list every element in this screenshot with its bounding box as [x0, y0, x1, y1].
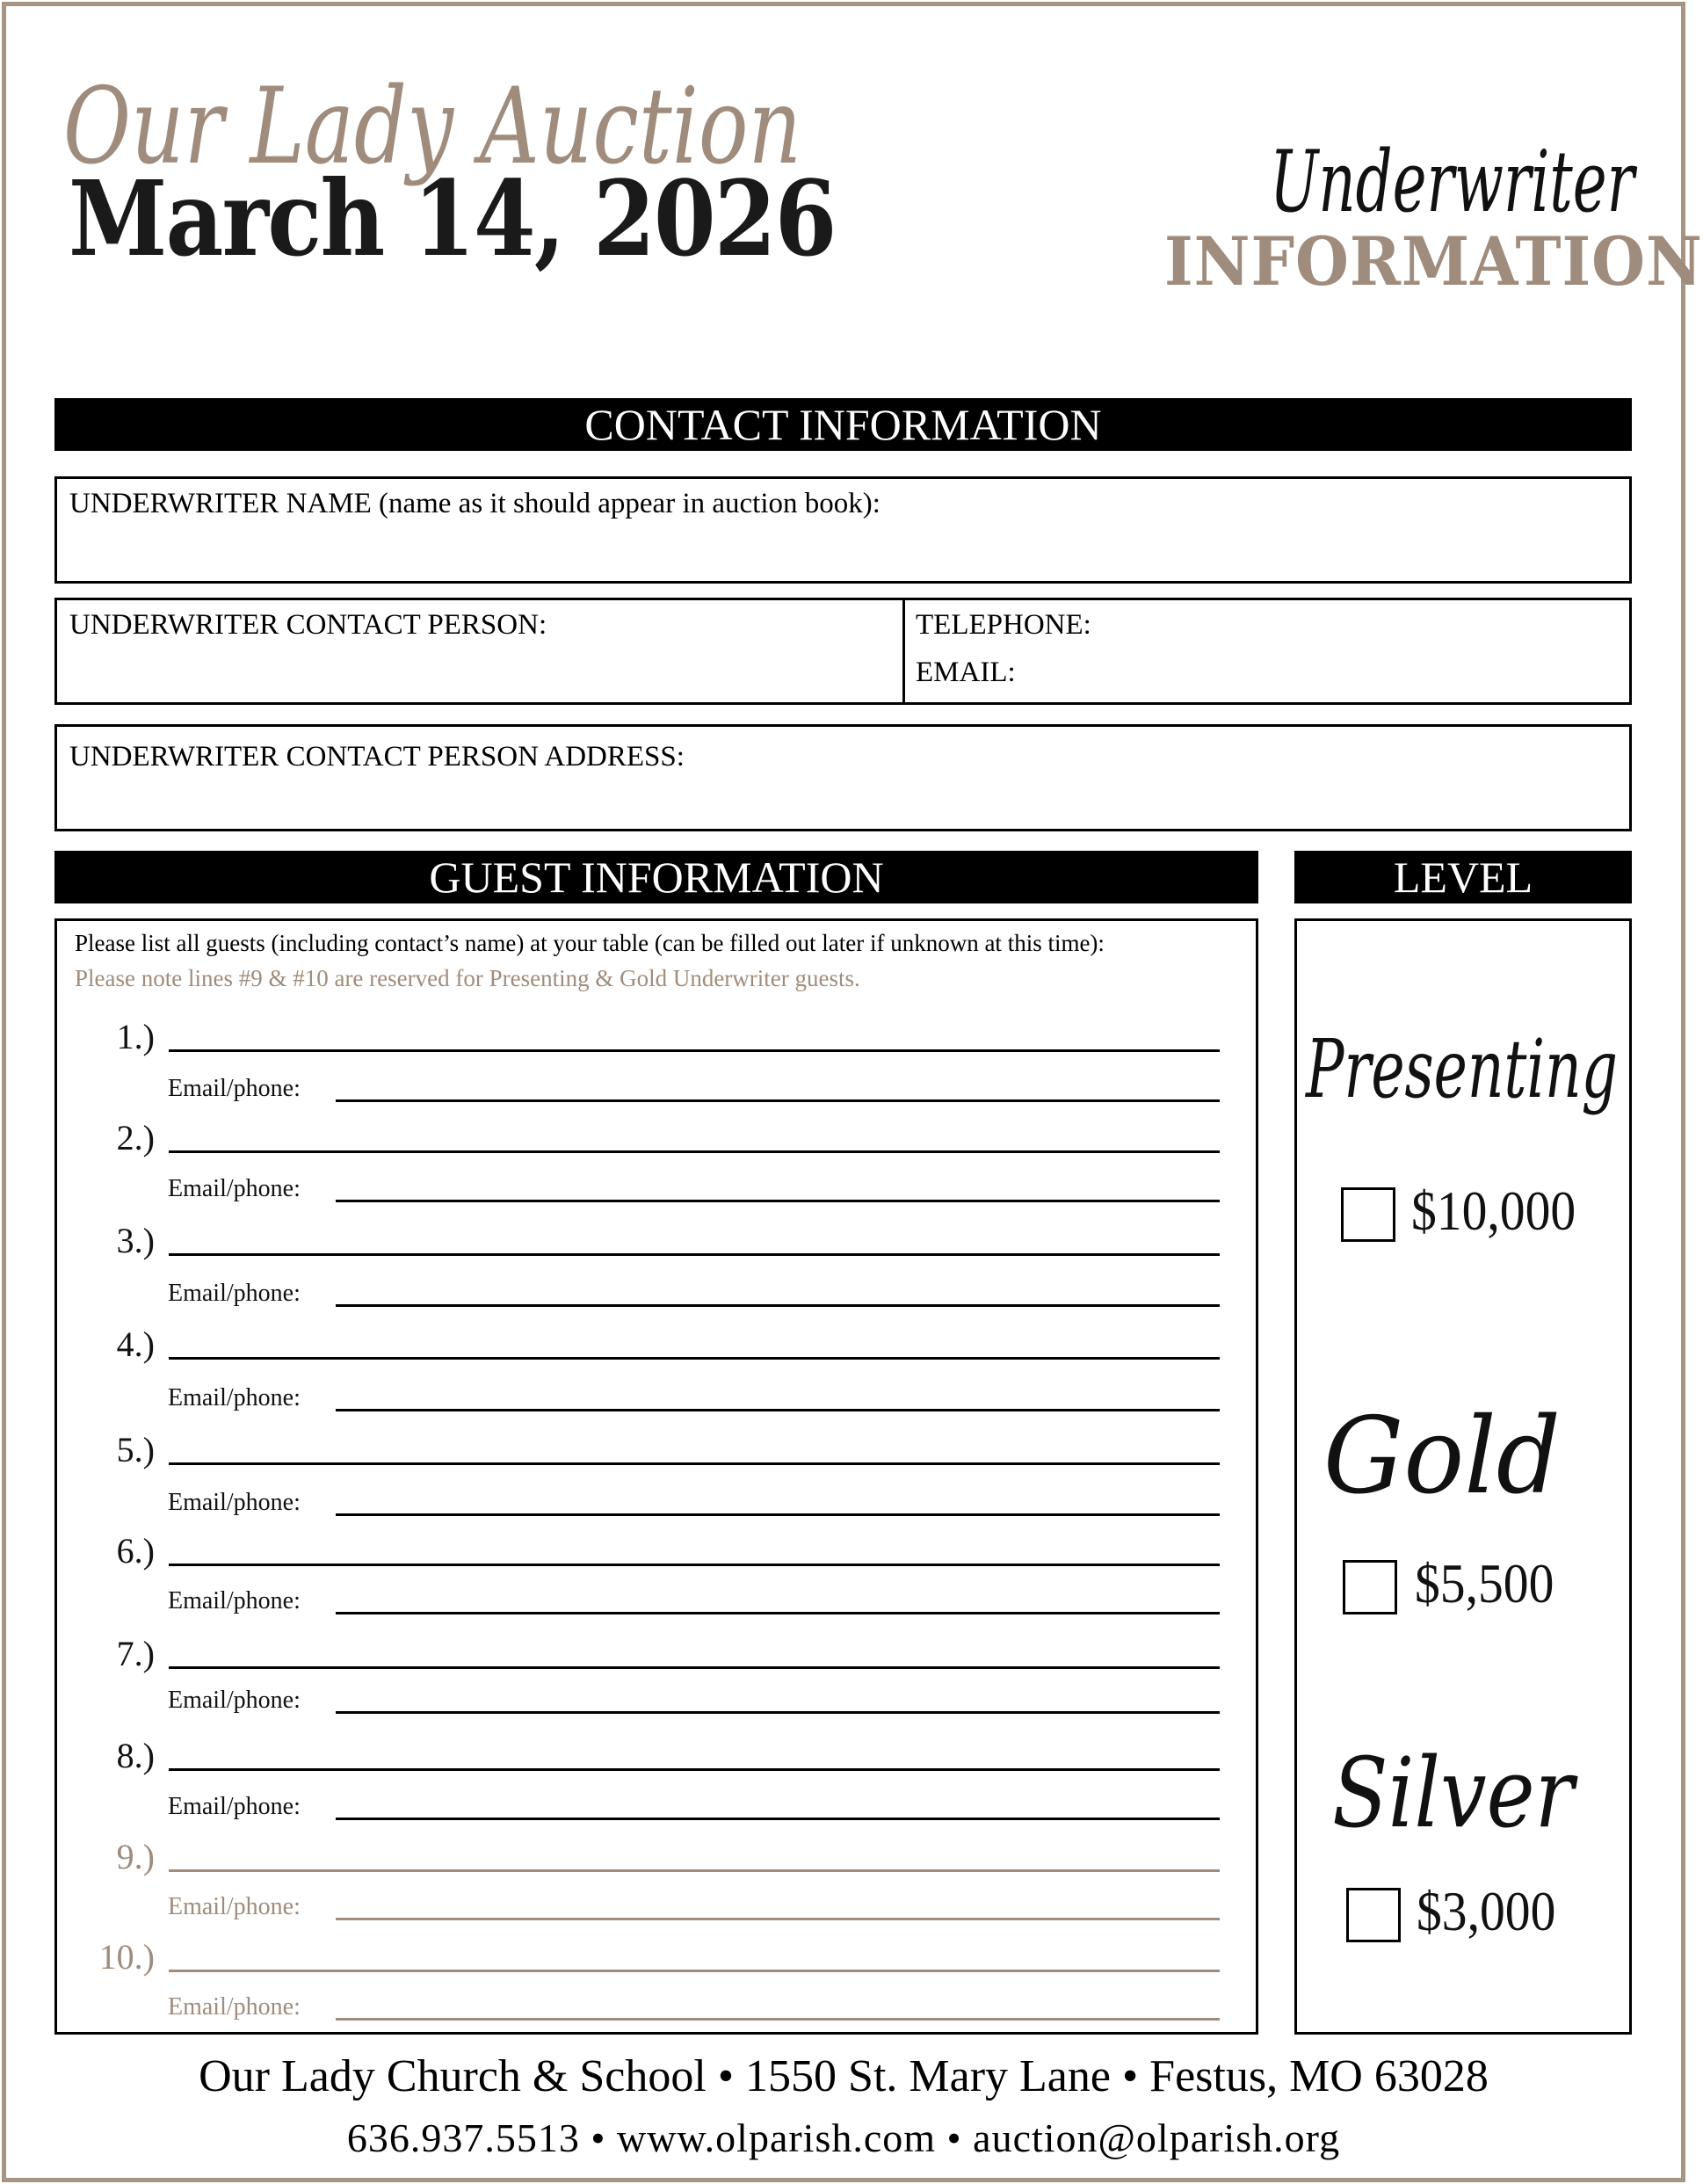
address-label: UNDERWRITER CONTACT PERSON ADDRESS:: [69, 741, 685, 773]
guest-email-label: Email/phone:: [168, 1587, 301, 1614]
guest-email-label: Email/phone:: [168, 1687, 301, 1714]
guest-email-line[interactable]: [336, 1612, 1220, 1614]
doc-title-caps: INFORMATION: [1164, 222, 1703, 301]
silver-price: $3,000: [1417, 1880, 1556, 1942]
presenting-script-text: Presenting: [1304, 1022, 1618, 1116]
silver-script-text: Silver: [1332, 1737, 1579, 1849]
guest-email-line[interactable]: [336, 1200, 1220, 1202]
guest-row-number: 3.): [116, 1221, 155, 1260]
guest-row-number: 6.): [116, 1531, 155, 1571]
presenting-script: [1306, 991, 1622, 1141]
guest-email-label: Email/phone:: [168, 1175, 301, 1202]
guest-name-line[interactable]: [169, 1970, 1220, 1972]
guest-name-line[interactable]: [169, 1666, 1220, 1669]
guest-instructions: Please list all guests (including contact’s name) at your table (can be filled out later if unknown at this time):: [75, 930, 1105, 956]
guest-email-label: Email/phone:: [168, 1993, 301, 2021]
guest-list-box: [54, 918, 1258, 2035]
gold-price: $5,500: [1415, 1552, 1554, 1614]
footer-address: Our Lady Church & School • 1550 St. Mary Lane • Festus, MO 63028: [199, 2051, 1489, 2101]
guest-row-number: 4.): [116, 1324, 155, 1364]
gold-checkbox[interactable]: [1343, 1560, 1397, 1614]
address-field[interactable]: [54, 724, 1632, 831]
presenting-checkbox[interactable]: [1341, 1187, 1395, 1242]
silver-checkbox[interactable]: [1346, 1888, 1401, 1942]
presenting-price: $10,000: [1411, 1179, 1576, 1242]
event-date: March 14, 2026: [69, 157, 836, 279]
contact-heading: CONTACT INFORMATION: [54, 398, 1632, 451]
guest-email-label: Email/phone:: [168, 1384, 301, 1411]
underwriter-name-label: UNDERWRITER NAME (name as it should appear in auction book):: [69, 488, 880, 519]
guest-row-number: 8.): [116, 1736, 155, 1775]
guest-email-line[interactable]: [336, 1918, 1220, 1920]
guest-row-number: 10.): [98, 1937, 155, 1977]
guest-row-number: 7.): [116, 1634, 155, 1673]
guest-row-number: 1.): [116, 1017, 155, 1056]
guest-note: Please note lines #9 & #10 are reserved for Presenting & Gold Underwriter guests.: [75, 965, 860, 991]
guest-email-label: Email/phone:: [168, 1793, 301, 1820]
guest-email-line[interactable]: [336, 1513, 1220, 1516]
doc-title-script-text: Underwriter: [1270, 133, 1638, 231]
guest-email-label: Email/phone:: [168, 1280, 301, 1307]
gold-script: [1315, 1360, 1578, 1536]
guest-row-number: 2.): [116, 1118, 155, 1157]
guest-email-line[interactable]: [336, 1818, 1220, 1820]
guest-name-line[interactable]: [169, 1150, 1220, 1153]
guest-row-number: 5.): [116, 1430, 155, 1469]
telephone-email-field[interactable]: [902, 598, 1632, 705]
guest-email-line[interactable]: [336, 2018, 1220, 2021]
level-box: [1294, 918, 1632, 2035]
telephone-label: TELEPHONE:: [916, 609, 1091, 641]
guest-name-line[interactable]: [169, 1768, 1220, 1771]
guest-email-line[interactable]: [336, 1711, 1220, 1714]
guest-email-label: Email/phone:: [168, 1075, 301, 1102]
guest-email-line[interactable]: [336, 1099, 1220, 1102]
guest-name-line[interactable]: [169, 1869, 1220, 1872]
level-heading: LEVEL: [1294, 851, 1632, 903]
guest-heading: GUEST INFORMATION: [54, 851, 1258, 903]
guest-name-line[interactable]: [169, 1357, 1220, 1360]
guest-name-line[interactable]: [169, 1462, 1220, 1465]
guest-name-line[interactable]: [169, 1253, 1220, 1256]
guest-name-line[interactable]: [169, 1564, 1220, 1566]
guest-email-line[interactable]: [336, 1409, 1220, 1411]
footer-contact: 636.937.5513 • www.olparish.com • auction@olparish.org: [346, 2115, 1341, 2160]
gold-script-text: Gold: [1323, 1396, 1561, 1518]
silver-script: [1323, 1703, 1587, 1870]
logo-script-text: Our Lady Auction: [63, 66, 801, 188]
guest-email-line[interactable]: [336, 1304, 1220, 1307]
underwriter-name-field[interactable]: [54, 476, 1632, 584]
contact-person-label: UNDERWRITER CONTACT PERSON:: [69, 609, 547, 641]
guest-email-label: Email/phone:: [168, 1489, 301, 1516]
guest-name-line[interactable]: [169, 1049, 1220, 1052]
contact-person-field[interactable]: [54, 598, 905, 705]
guest-row-number: 9.): [116, 1837, 155, 1876]
doc-title-script: [1270, 105, 1639, 237]
email-label: EMAIL:: [916, 657, 1016, 688]
guest-email-label: Email/phone:: [168, 1893, 301, 1920]
